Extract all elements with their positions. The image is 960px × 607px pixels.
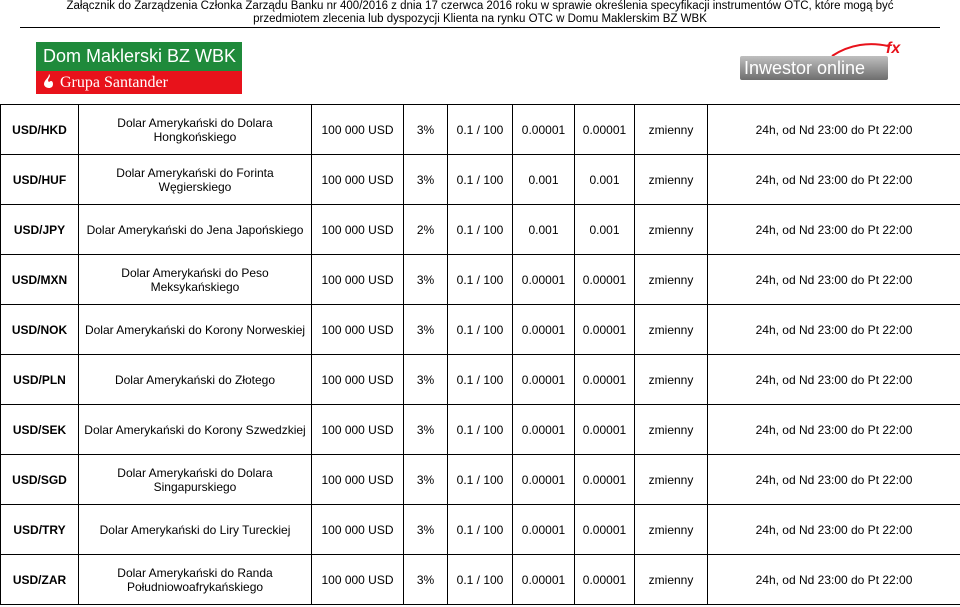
bzwbk-logo xyxy=(36,42,242,94)
instrument-cell: USD/MXN xyxy=(1,255,79,305)
spread-cell: zmienny xyxy=(635,555,708,605)
document-header xyxy=(0,0,960,28)
lot-cell: 0.1 / 100 xyxy=(448,455,513,505)
table-row xyxy=(1,105,960,155)
bzwbk-logo-top: Dom Maklerski BZ WBK xyxy=(36,42,242,71)
header-divider xyxy=(20,27,940,28)
tick-value-cell: 0.00001 xyxy=(575,355,635,405)
contract-size-cell: 100 000 USD xyxy=(312,505,404,555)
tick-value-cell: 0.00001 xyxy=(575,305,635,355)
tick-size-cell: 0.001 xyxy=(513,155,575,205)
instrument-cell: USD/HUF xyxy=(1,155,79,205)
table-row xyxy=(1,455,960,505)
tick-size-cell: 0.00001 xyxy=(513,405,575,455)
tick-value-cell: 0.00001 xyxy=(575,405,635,455)
contract-size-cell: 100 000 USD xyxy=(312,105,404,155)
lot-cell: 0.1 / 100 xyxy=(448,355,513,405)
margin-cell: 2% xyxy=(404,205,448,255)
trading-hours-cell: 24h, od Nd 23:00 do Pt 22:00 xyxy=(708,155,960,205)
tick-size-cell: 0.00001 xyxy=(513,555,575,605)
instrument-cell: USD/SEK xyxy=(1,405,79,455)
tick-size-cell: 0.00001 xyxy=(513,455,575,505)
trading-hours-cell: 24h, od Nd 23:00 do Pt 22:00 xyxy=(708,455,960,505)
description-cell: Dolar Amerykański do Forinta Węgierskiego xyxy=(79,155,312,205)
spread-cell: zmienny xyxy=(635,155,708,205)
tick-size-cell: 0.00001 xyxy=(513,355,575,405)
trading-hours-cell: 24h, od Nd 23:00 do Pt 22:00 xyxy=(708,205,960,255)
lot-cell: 0.1 / 100 xyxy=(448,255,513,305)
margin-cell: 3% xyxy=(404,455,448,505)
trading-hours-cell: 24h, od Nd 23:00 do Pt 22:00 xyxy=(708,105,960,155)
instrument-cell: USD/SGD xyxy=(1,455,79,505)
lot-cell: 0.1 / 100 xyxy=(448,155,513,205)
header-line-1: Załącznik do Zarządzenia Członka Zarządu Banku nr 400/2016 z dnia 17 czerwca 2016 roku w sprawie określenia specyfikacji instrumentów OTC, które mogą być xyxy=(66,0,894,12)
tick-value-cell: 0.00001 xyxy=(575,505,635,555)
trading-hours-cell: 24h, od Nd 23:00 do Pt 22:00 xyxy=(708,555,960,605)
instrument-cell: USD/HKD xyxy=(1,105,79,155)
trading-hours-cell: 24h, od Nd 23:00 do Pt 22:00 xyxy=(708,305,960,355)
instrument-cell: USD/ZAR xyxy=(1,555,79,605)
contract-size-cell: 100 000 USD xyxy=(312,205,404,255)
description-cell: Dolar Amerykański do Dolara Hongkońskiego xyxy=(79,105,312,155)
tick-value-cell: 0.00001 xyxy=(575,255,635,305)
tick-value-cell: 0.001 xyxy=(575,155,635,205)
tick-value-cell: 0.001 xyxy=(575,205,635,255)
table-row xyxy=(1,505,960,555)
bzwbk-logo-bottom xyxy=(36,71,242,94)
margin-cell: 3% xyxy=(404,155,448,205)
tick-size-cell: 0.00001 xyxy=(513,305,575,355)
santander-flame-icon xyxy=(42,73,56,89)
description-cell: Dolar Amerykański do Liry Tureckiej xyxy=(79,505,312,555)
spread-cell: zmienny xyxy=(635,455,708,505)
contract-size-cell: 100 000 USD xyxy=(312,255,404,305)
spread-cell: zmienny xyxy=(635,505,708,555)
contract-size-cell: 100 000 USD xyxy=(312,355,404,405)
table-row xyxy=(1,555,960,605)
spread-cell: zmienny xyxy=(635,405,708,455)
contract-size-cell: 100 000 USD xyxy=(312,455,404,505)
lot-cell: 0.1 / 100 xyxy=(448,555,513,605)
table-row xyxy=(1,205,960,255)
lot-cell: 0.1 / 100 xyxy=(448,205,513,255)
instrument-cell: USD/JPY xyxy=(1,205,79,255)
instrument-spec-table xyxy=(0,104,960,605)
description-cell: Dolar Amerykański do Złotego xyxy=(79,355,312,405)
lot-cell: 0.1 / 100 xyxy=(448,305,513,355)
lot-cell: 0.1 / 100 xyxy=(448,505,513,555)
lot-cell: 0.1 / 100 xyxy=(448,105,513,155)
fx-label: fx xyxy=(886,40,901,57)
spread-cell: zmienny xyxy=(635,105,708,155)
header-line-2: przedmiotem zlecenia lub dyspozycji Klienta na rynku OTC w Domu Maklerskim BZ WBK xyxy=(253,13,707,25)
margin-cell: 3% xyxy=(404,355,448,405)
spread-cell: zmienny xyxy=(635,205,708,255)
contract-size-cell: 100 000 USD xyxy=(312,555,404,605)
margin-cell: 3% xyxy=(404,555,448,605)
margin-cell: 3% xyxy=(404,105,448,155)
table-row xyxy=(1,155,960,205)
margin-cell: 3% xyxy=(404,255,448,305)
margin-cell: 3% xyxy=(404,505,448,555)
table-row xyxy=(1,355,960,405)
tick-value-cell: 0.00001 xyxy=(575,555,635,605)
description-cell: Dolar Amerykański do Peso Meksykańskiego xyxy=(79,255,312,305)
tick-value-cell: 0.00001 xyxy=(575,105,635,155)
tick-size-cell: 0.00001 xyxy=(513,255,575,305)
margin-cell: 3% xyxy=(404,405,448,455)
table-row xyxy=(1,255,960,305)
tick-size-cell: 0.001 xyxy=(513,205,575,255)
trading-hours-cell: 24h, od Nd 23:00 do Pt 22:00 xyxy=(708,505,960,555)
trading-hours-cell: 24h, od Nd 23:00 do Pt 22:00 xyxy=(708,355,960,405)
tick-size-cell: 0.00001 xyxy=(513,505,575,555)
instrument-cell: USD/PLN xyxy=(1,355,79,405)
description-cell: Dolar Amerykański do Korony Norweskiej xyxy=(79,305,312,355)
description-cell: Dolar Amerykański do Jena Japońskiego xyxy=(79,205,312,255)
contract-size-cell: 100 000 USD xyxy=(312,155,404,205)
description-cell: Dolar Amerykański do Korony Szwedzkiej xyxy=(79,405,312,455)
table-row xyxy=(1,405,960,455)
tick-size-cell: 0.00001 xyxy=(513,105,575,155)
spread-cell: zmienny xyxy=(635,255,708,305)
santander-label: Grupa Santander xyxy=(60,74,168,91)
contract-size-cell: 100 000 USD xyxy=(312,405,404,455)
instrument-cell: USD/NOK xyxy=(1,305,79,355)
lot-cell: 0.1 / 100 xyxy=(448,405,513,455)
margin-cell: 3% xyxy=(404,305,448,355)
description-cell: Dolar Amerykański do Dolara Singapurskiego xyxy=(79,455,312,505)
inwestor-label: Inwestor online xyxy=(740,56,888,80)
inwestor-online-logo xyxy=(740,40,910,82)
spread-cell: zmienny xyxy=(635,305,708,355)
tick-value-cell: 0.00001 xyxy=(575,455,635,505)
contract-size-cell: 100 000 USD xyxy=(312,305,404,355)
description-cell: Dolar Amerykański do Randa Południowoafrykańskiego xyxy=(79,555,312,605)
trading-hours-cell: 24h, od Nd 23:00 do Pt 22:00 xyxy=(708,255,960,305)
table-row xyxy=(1,305,960,355)
instrument-cell: USD/TRY xyxy=(1,505,79,555)
spread-cell: zmienny xyxy=(635,355,708,405)
trading-hours-cell: 24h, od Nd 23:00 do Pt 22:00 xyxy=(708,405,960,455)
